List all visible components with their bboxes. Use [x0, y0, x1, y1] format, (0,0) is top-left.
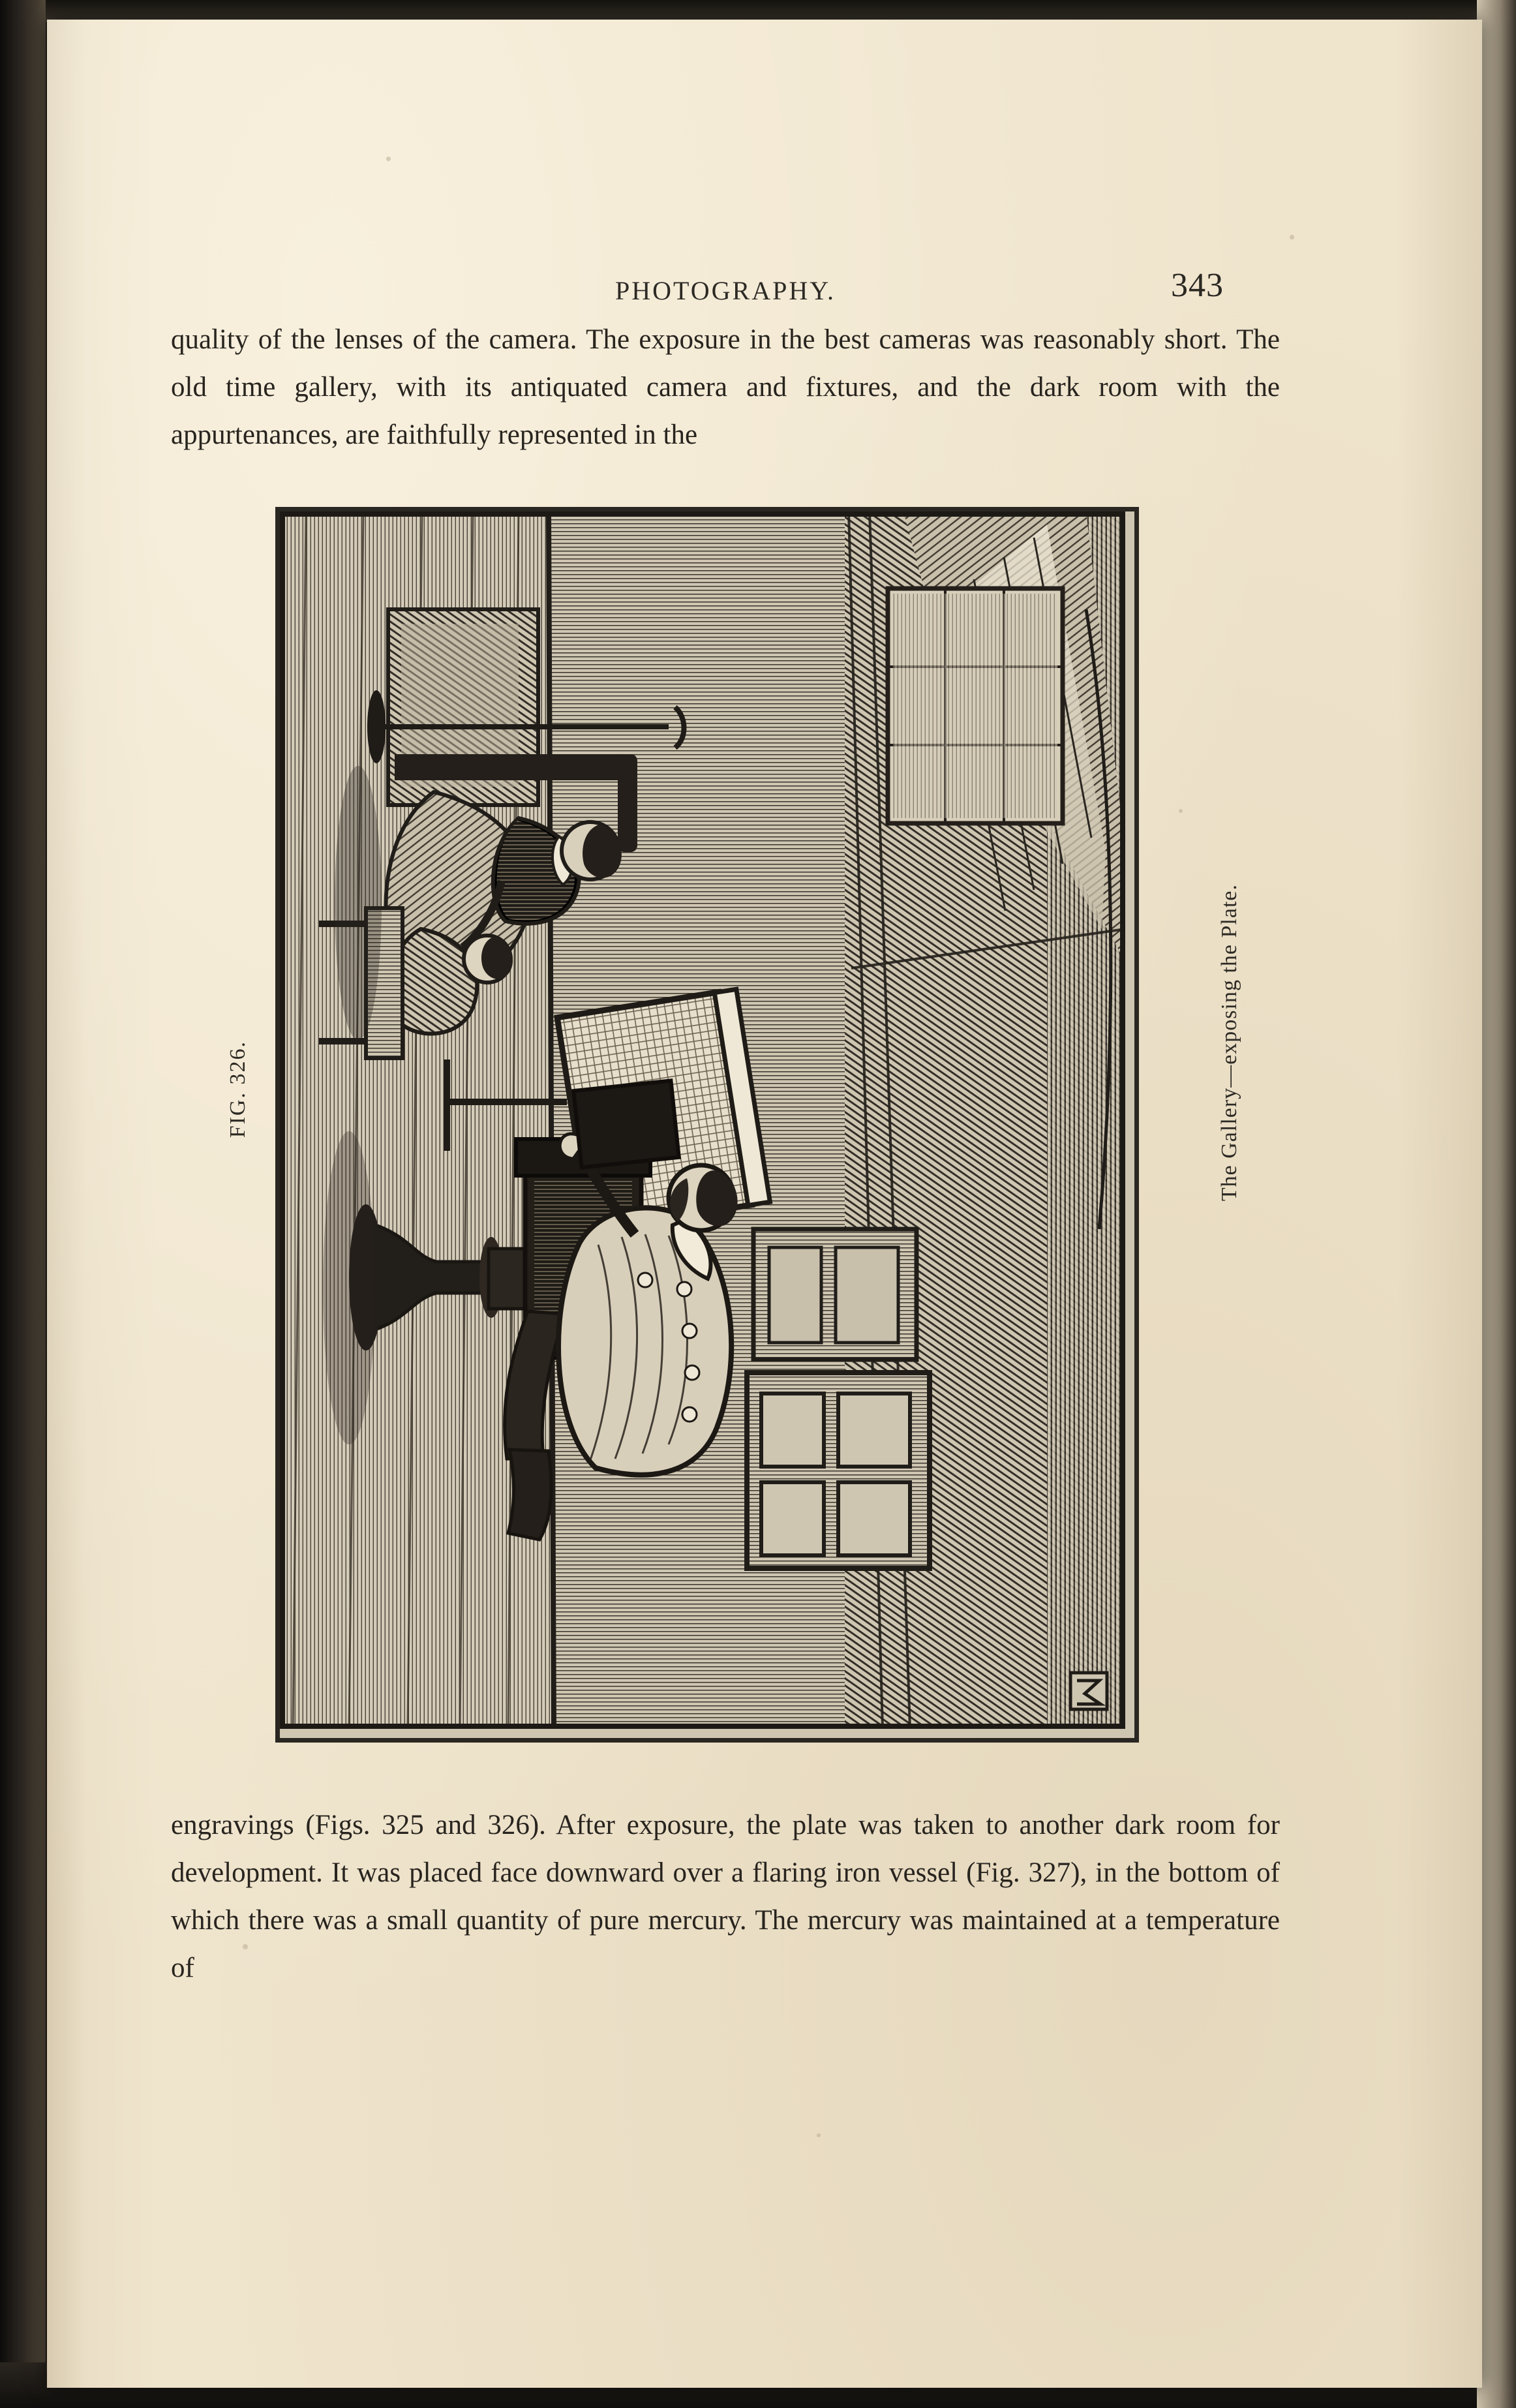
page-leaf	[47, 20, 1482, 2388]
running-head-title: PHOTOGRAPHY.	[615, 276, 836, 305]
page-content	[171, 235, 1280, 2186]
page-number: 343	[1171, 267, 1224, 304]
book-spine-shadow	[0, 0, 46, 2408]
body-paragraph-above	[171, 316, 1280, 459]
engraving-image	[275, 507, 1139, 1743]
figure-number-label: FIG. 326.	[226, 1041, 250, 1138]
book-top-edge	[0, 0, 1516, 22]
paragraph-text-above: quality of the lenses of the camera. The exposure in the best cameras was reasonably short. The old time gallery, with its antiquated camera and fixtures, and the dark room with the appurtenances, are faithfully represented in the	[171, 324, 1280, 450]
figure-326	[171, 493, 1280, 1771]
paragraph-text-below: engravings (Figs. 325 and 326). After exposure, the plate was taken to another dark room for development. It was placed face downward over a flaring iron vessel (Fig. 327), in the bottom of which there was a small quantity of pure mercury. The mercury was maintained at a temperature of	[171, 1810, 1280, 1983]
book-fore-edge	[1477, 0, 1516, 2408]
figure-caption: The Gallery—exposing the Plate.	[1217, 884, 1241, 1202]
body-paragraph-below	[171, 1801, 1280, 1992]
running-head	[171, 235, 1280, 305]
